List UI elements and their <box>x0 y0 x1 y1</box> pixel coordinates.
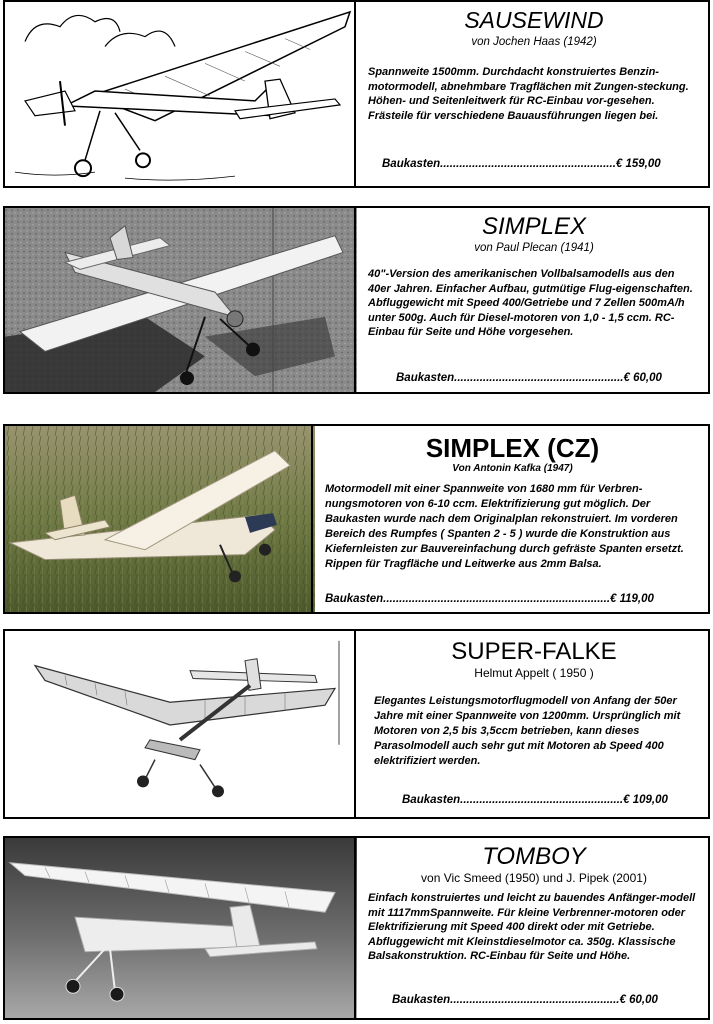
product-price: Baukasten.....................................................€ 60,00 <box>392 994 658 1006</box>
product-info-tomboy <box>354 838 708 1018</box>
product-price: Baukasten.....................................................€ 60,00 <box>396 372 662 384</box>
product-description: Elegantes Leistungsmotorflugmodell von Anfang der 50er Jahre mit einer Spannweite von 1200mm. Ursprünglich mit Motoren von 2,5 bis 3,5ccm betrieben, kann dieses Parasolmodell auch sehr gut mit Motoren ab Speed 400 elektrifiziert werden. <box>374 695 681 767</box>
product-info-super-falke <box>354 631 708 817</box>
product-image-simplex <box>5 208 357 392</box>
product-card-super-falke <box>3 629 710 819</box>
product-image-tomboy <box>5 838 357 1018</box>
product-image-simplex-cz <box>5 426 315 612</box>
product-price: Baukasten.......................................................................€ 119,00 <box>325 593 654 605</box>
product-card-simplex <box>3 206 710 394</box>
product-description: 40"-Version des amerikanischen Vollbalsamodells aus den 40er Jahren. Einfacher Aufbau, gutmütige Flug-eigenschaften. Abfluggewicht mit Speed 400/Getriebe und 7 Zellen 500mA/h unter 500g. Auch für Diesel-motoren von 1,0 - 1,5 ccm. RC-Einbau für Seite und Höhe vorgesehen. <box>368 268 693 338</box>
product-image-super-falke <box>5 631 357 817</box>
product-title: SIMPLEX <box>481 213 587 240</box>
product-author: Helmut Appelt ( 1950 ) <box>474 666 594 680</box>
product-author: von Paul Plecan (1941) <box>474 242 594 254</box>
product-info-simplex-cz <box>311 426 708 612</box>
product-card-simplex-cz <box>3 424 710 614</box>
product-price: Baukasten...................................................€ 109,00 <box>402 794 668 806</box>
product-card-sausewind <box>3 0 710 188</box>
product-description: Spannweite 1500mm. Durchdacht konstruiertes Benzin-motormodell, abnehmbare Tragflächen mit Zungen-steckung. Höhen- und Seitenleitwerk für RC-Einbau vor-gesehen. Frästeile für verschiedene Bauausführungen liegen bei. <box>368 66 689 122</box>
product-image-sausewind <box>5 2 357 186</box>
product-title: SIMPLEX (CZ) <box>425 433 600 463</box>
product-title: SAUSEWIND <box>464 7 604 33</box>
product-author: von Jochen Haas (1942) <box>471 36 597 48</box>
product-author: Von Antonin Kafka (1947) <box>452 463 573 474</box>
product-info-simplex <box>354 208 708 392</box>
product-title: TOMBOY <box>482 843 586 870</box>
product-card-tomboy <box>3 836 710 1020</box>
product-description: Einfach konstruiertes und leicht zu bauendes Anfänger-modell mit 1117mmSpannweite. Für kleine Verbrenner-motoren oder Elektrifizierung mit Speed 400 direkt oder mit Getriebe. Abfluggewicht mit Kleinstdieselmotor ca. 350g. Klassische Balsakonstruktion. RC-Einbau für Seite und Höhe. <box>368 892 696 962</box>
product-description: Motormodell mit einer Spannweite von 1680 mm für Verbren-nungsmotoren von 6-10 ccm. Elektrifizierung gut möglich. Der Baukasten wurde nach dem Originalplan rekonstruiert. Im vorderen Bereich des Rumpfes ( Spanten 2 - 5 ) wurde die Konstruktion aus Kiefernleisten zur Bauvereinfachung durch gefräste Spanten ersetzt. Rippen für Tragfläche und Leitwerke aus 2mm Balsa. <box>325 483 684 570</box>
product-author: von Vic Smeed (1950) und J. Pipek (2001) <box>421 871 647 885</box>
product-price: Baukasten.......................................................€ 159,00 <box>382 158 661 170</box>
product-title: SUPER-FALKE <box>451 638 617 665</box>
product-info-sausewind <box>354 2 708 186</box>
